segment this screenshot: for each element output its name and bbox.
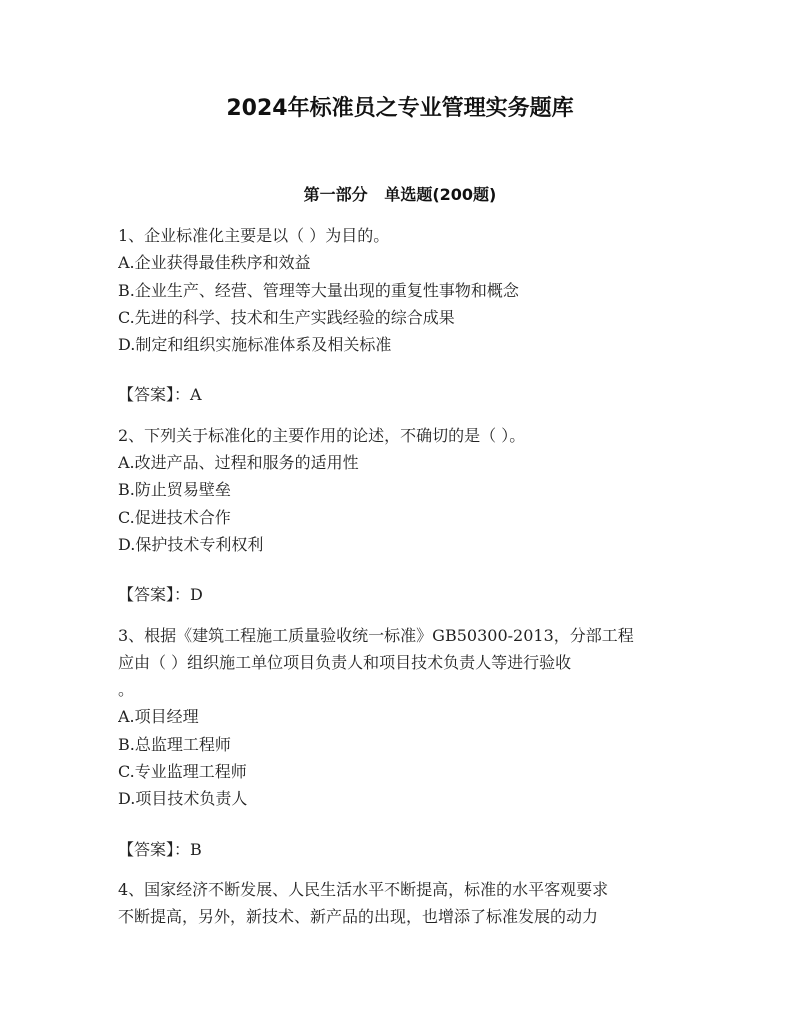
option-a: A.项目经理: [118, 707, 199, 727]
option-d: D.项目技术负责人: [118, 789, 248, 809]
question-stem-line: 应由（ ）组织施工单位项目负责人和项目技术负责人等进行验收: [118, 652, 572, 672]
question-block: [118, 876, 688, 931]
question-stem-line: 1、企业标准化主要是以（ ）为目的。: [118, 226, 390, 245]
question-block: [118, 622, 688, 863]
option-c: C.促进技术合作: [118, 507, 231, 527]
question-block: [118, 422, 688, 609]
answer-line: 【答案】：D: [118, 585, 203, 605]
answer-line: 【答案】：B: [118, 839, 202, 859]
question-stem-line: 2、下列关于标准化的主要作用的论述，不确切的是（ ）。: [118, 425, 526, 445]
option-d: D.制定和组织实施标准体系及相关标准: [118, 335, 392, 355]
option-d: D.保护技术专利权利: [118, 534, 264, 554]
section-title: 第一部分 单选题(200题): [303, 185, 497, 204]
question-block: [118, 222, 688, 409]
document-title: 2024年标准员之专业管理实务题库: [226, 96, 574, 121]
question-stem-line: 不断提高，另外，新技术、新产品的出现，也增添了标准发展的动力: [118, 907, 599, 927]
question-stem-line: 。: [118, 680, 135, 700]
option-b: B.总监理工程师: [118, 734, 231, 754]
question-stem-line: 3、根据《建筑工程施工质量验收统一标准》GB50300-2013，分部工程: [118, 625, 634, 645]
option-b: B.防止贸易壁垒: [118, 480, 231, 500]
option-b: B.企业生产、经营、管理等大量出现的重复性事物和概念: [118, 280, 519, 300]
question-stem-line: 4、国家经济不断发展、人民生活水平不断提高，标准的水平客观要求: [118, 879, 609, 899]
option-a: A.改进产品、过程和服务的适用性: [118, 453, 359, 473]
answer-line: 【答案】：A: [118, 385, 202, 405]
question-list: [118, 222, 688, 931]
option-c: C.专业监理工程师: [118, 762, 247, 782]
option-c: C.先进的科学、技术和生产实践经验的综合成果: [118, 307, 455, 327]
option-a: A.企业获得最佳秩序和效益: [118, 253, 311, 273]
